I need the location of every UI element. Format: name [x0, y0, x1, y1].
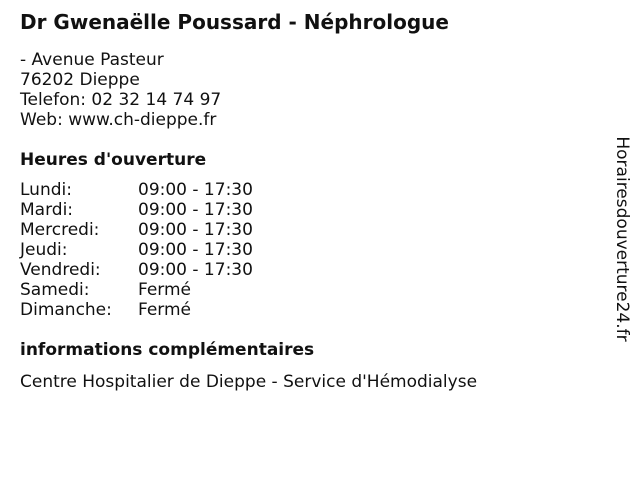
day-label: Jeudi: — [20, 240, 68, 260]
day-time: 09:00 - 17:30 — [138, 180, 253, 200]
day-label: Mardi: — [20, 200, 74, 220]
address-phone: Telefon: 02 32 14 74 97 — [20, 90, 222, 110]
hours-row-thursday — [20, 240, 580, 260]
day-label: Lundi: — [20, 180, 72, 200]
day-label: Dimanche: — [20, 300, 112, 320]
day-time: 09:00 - 17:30 — [138, 260, 253, 280]
business-card — [20, 8, 580, 392]
day-time: Fermé — [138, 300, 192, 320]
day-label: Mercredi: — [20, 220, 100, 240]
info-text: Centre Hospitalier de Dieppe - Service d'Hémodialyse — [20, 372, 478, 392]
hours-heading: Heures d'ouverture — [20, 150, 207, 170]
address-block — [20, 50, 580, 130]
hours-row-sunday — [20, 300, 580, 320]
info-heading: informations complémentaires — [20, 340, 315, 360]
day-time: 09:00 - 17:30 — [138, 200, 253, 220]
hours-list — [20, 180, 580, 320]
day-label: Vendredi: — [20, 260, 101, 280]
address-street: - Avenue Pasteur — [20, 50, 164, 70]
address-city: 76202 Dieppe — [20, 70, 140, 90]
site-watermark: Horairesdouverture24.fr — [612, 136, 632, 342]
day-time: 09:00 - 17:30 — [138, 240, 253, 260]
hours-row-tuesday — [20, 200, 580, 220]
hours-row-monday — [20, 180, 580, 200]
address-web: Web: www.ch-dieppe.fr — [20, 110, 217, 130]
hours-row-wednesday — [20, 220, 580, 240]
hours-row-friday — [20, 260, 580, 280]
day-label: Samedi: — [20, 280, 90, 300]
page-title: Dr Gwenaëlle Poussard - Néphrologue — [20, 10, 449, 34]
day-time: Fermé — [138, 280, 192, 300]
day-time: 09:00 - 17:30 — [138, 220, 253, 240]
hours-row-saturday — [20, 280, 580, 300]
